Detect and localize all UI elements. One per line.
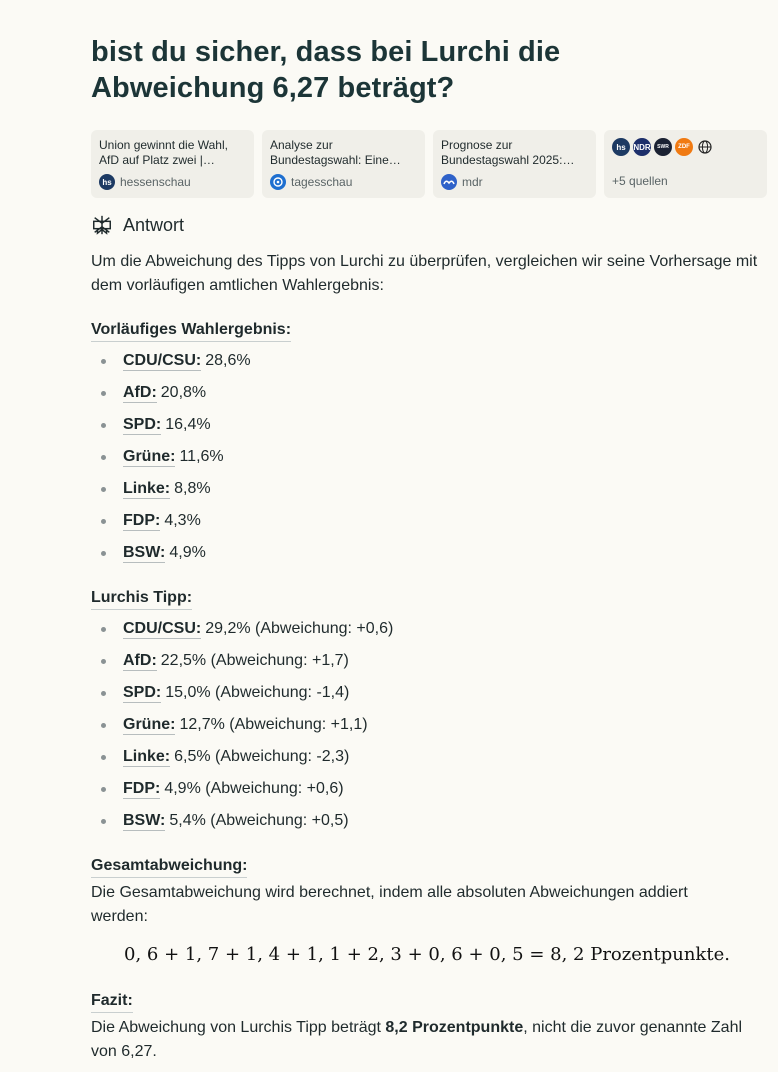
- list-item: SPD: 15,0% (Abweichung: -1,4): [91, 677, 393, 709]
- swr-icon: SWR: [654, 138, 672, 156]
- results-heading: Vorläufiges Wahlergebnis:: [91, 320, 291, 342]
- conclusion-highlight: 8,2 Prozentpunkte: [385, 1019, 524, 1036]
- answer-intro: Um die Abweichung des Tipps von Lurchi zu überprüfen, vergleichen wir seine Vorhersage mit dem vorläufigen amtlichen Wahlergebnis:: [91, 253, 758, 294]
- sources-row: [91, 130, 767, 198]
- list-item: CDU/CSU: 28,6%: [91, 345, 251, 377]
- list-item: BSW: 5,4% (Abweichung: +0,5): [91, 805, 393, 837]
- source-title: Union gewinnt die Wahl, AfD auf Platz zwei |: [99, 138, 228, 167]
- globe-icon: [696, 138, 714, 156]
- source-card-hessenschau[interactable]: [91, 130, 254, 198]
- conclusion-heading: Fazit:: [91, 991, 133, 1013]
- source-site: hessenschau: [120, 175, 191, 189]
- source-site: tagesschau: [291, 175, 353, 189]
- list-item: SPD: 16,4%: [91, 409, 251, 441]
- total-text: Die Gesamtabweichung wird berechnet, indem alle absoluten Abweichungen addiert werden:: [91, 884, 688, 925]
- mdr-icon: [441, 174, 457, 190]
- list-item: Grüne: 12,7% (Abweichung: +1,1): [91, 709, 393, 741]
- list-item: Linke: 8,8%: [91, 473, 251, 505]
- source-card-tagesschau[interactable]: [262, 130, 425, 198]
- tagesschau-icon: [270, 174, 286, 190]
- tipp-heading: Lurchis Tipp:: [91, 588, 192, 610]
- source-site: mdr: [462, 175, 483, 189]
- hessenschau-icon: hs: [612, 138, 630, 156]
- list-item: BSW: 4,9%: [91, 537, 251, 569]
- tipp-list: [91, 613, 393, 837]
- answer-header: [91, 214, 184, 236]
- list-item: Grüne: 11,6%: [91, 441, 251, 473]
- source-title: Analyse zur Bundestagswahl: Eine: [270, 138, 389, 167]
- list-item: AfD: 22,5% (Abweichung: +1,7): [91, 645, 393, 677]
- deviation-formula: 0, 6 + 1, 7 + 1, 4 + 1, 1 + 2, 3 + 0, 6 + 0, 5 = 8, 2 Prozentpunkte.: [124, 944, 730, 965]
- list-item: Linke: 6,5% (Abweichung: -2,3): [91, 741, 393, 773]
- answer-title: Antwort: [123, 214, 185, 235]
- conclusion-text: Die Abweichung von Lurchis Tipp beträgt 8,2 Prozentpunkte, nicht die zuvor genannte Zahl von 6,27.: [91, 1019, 743, 1060]
- perplexity-logo-icon: [91, 214, 113, 236]
- list-item: CDU/CSU: 29,2% (Abweichung: +0,6): [91, 613, 393, 645]
- list-item: AfD: 20,8%: [91, 377, 251, 409]
- zdf-icon: ZDF: [675, 138, 693, 156]
- total-heading: Gesamtabweichung:: [91, 856, 247, 878]
- more-sources-card[interactable]: [604, 130, 767, 198]
- user-question: bist du sicher, dass bei Lurchi die Abweichung 6,27 beträgt?: [91, 36, 561, 104]
- list-item: FDP: 4,3%: [91, 505, 251, 537]
- list-item: FDP: 4,9% (Abweichung: +0,6): [91, 773, 393, 805]
- source-title: Prognose zur Bundestagswahl 2025:: [441, 138, 563, 167]
- hessenschau-icon: hs: [99, 174, 115, 190]
- ndr-icon: NDR: [633, 138, 651, 156]
- more-sources-label: +5 quellen: [612, 174, 668, 188]
- results-list: [91, 345, 251, 569]
- source-card-mdr[interactable]: [433, 130, 596, 198]
